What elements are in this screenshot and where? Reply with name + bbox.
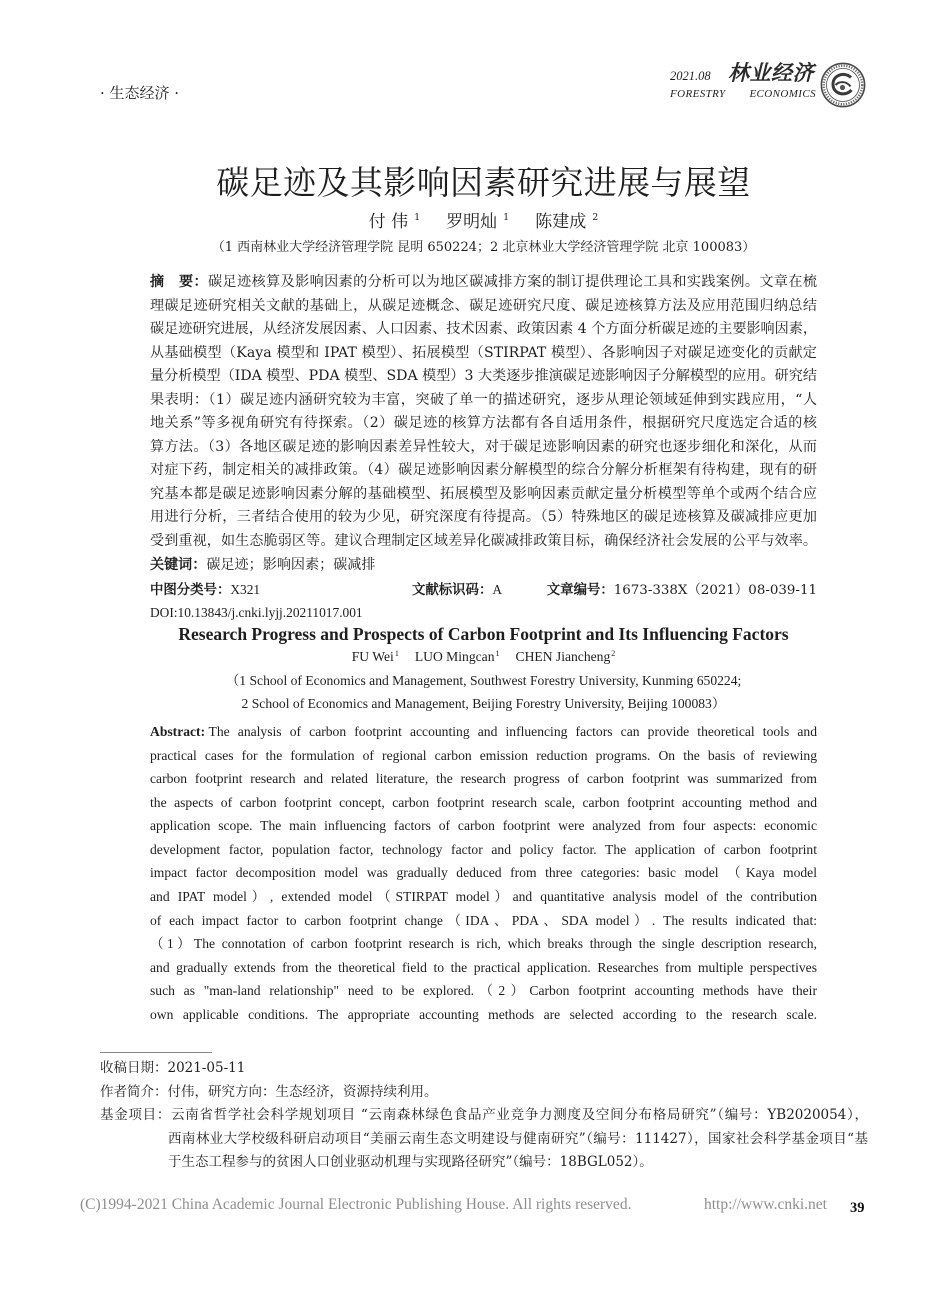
abstract-cn-line: 受到重视，如生态脆弱区等。建议合理制定区域差异化碳减排政策目标，确保经济社会发展的公平与效率。 bbox=[150, 533, 817, 550]
journal-seal-icon bbox=[820, 62, 866, 108]
author-cn bbox=[369, 211, 420, 233]
received-label: 收稿日期： bbox=[100, 1060, 168, 1076]
abstract-cn-line: 用进行分析，三者结合使用的较为少见，研究深度有待提高。（5）特殊地区的碳足迹核算及碳减排应更加 bbox=[150, 509, 817, 526]
author-bio-text: 付伟，研究方向：生态经济，资源持续利用。 bbox=[167, 1083, 438, 1100]
article-number-label: 文章编号： bbox=[546, 582, 614, 598]
abstract-en-line: and gradually extends from the theoretical field to the practical application. Researches from multiple perspectives bbox=[150, 959, 817, 975]
abstract-cn-label: 摘 要： bbox=[150, 274, 209, 290]
author-name: 付 伟 bbox=[368, 212, 409, 232]
document-code-value: A bbox=[492, 582, 503, 597]
paper-title-en: Research Progress and Prospects of Carbon Footprint and Its Influencing Factors bbox=[178, 624, 789, 644]
keywords-label: 关键词： bbox=[150, 556, 207, 573]
abstract-cn-text: 碳足迹核算及影响因素的分析可以为地区碳减排方案的制订提供理论工具和实践案例。文章在梳 bbox=[208, 274, 818, 290]
abstract-en-line: of each impact factor to carbon footprint change（IDA、PDA、SDA model）. The results indicated that: bbox=[150, 912, 817, 928]
abstract-en-line: such as "man-land relationship" need to be explored.（2）Carbon footprint accounting methods have their bbox=[150, 983, 817, 999]
abstract-cn-line: 果表明：（1）碳足迹内涵研究较为丰富，突破了单一的描述研究，逐步从理论领域延伸到实践应用，“人 bbox=[150, 391, 817, 408]
author-affiliation-mark: 1 bbox=[495, 649, 500, 658]
abstract-cn-line: 理碳足迹研究相关文献的基础上，从碳足迹概念、碳足迹研究尺度、碳足迹核算方法及应用范围归纳总结 bbox=[150, 297, 817, 314]
abstract-cn-line: 究基本都是碳足迹影响因素分解的基础模型、拓展模型及影响因素贡献定量分析模型等单个或两个结合应 bbox=[150, 485, 817, 502]
keywords-text: 碳足迹；影响因素；碳减排 bbox=[206, 556, 376, 573]
author-en bbox=[516, 648, 616, 666]
abstract-en-line: application scope. The main influencing factors of carbon footprint were analyzed from four aspects: economic bbox=[150, 818, 817, 834]
abstract-cn-line: 从基础模型（Kaya 模型和 IPAT 模型）、拓展模型（STIRPAT 模型）、各影响因子对碳足迹变化的贡献定 bbox=[150, 344, 817, 361]
clc-label: 中图分类号： bbox=[150, 582, 231, 598]
abstract-en-line bbox=[150, 720, 817, 744]
abstract-en-line: （1）The connotation of carbon footprint research is rich, which breaks through the single description research, bbox=[150, 936, 817, 952]
author-affiliation-mark: 1 bbox=[414, 212, 421, 223]
author-name: 罗明灿 bbox=[446, 212, 498, 232]
authors-cn bbox=[150, 211, 817, 233]
article-number-value: 1673-338X（2021）08-039-11 bbox=[613, 583, 817, 598]
fund-line: 于生态工程参与的贫困人口创业驱动机理与实现路径研究”（编号：18BGL052）。 bbox=[168, 1154, 653, 1170]
abstract-cn-line: 碳足迹研究进展，从经济发展因素、人口因素、技术因素、政策因素 4 个方面分析碳足迹的主要影响因素， bbox=[150, 321, 817, 338]
affiliation-cn: （1 西南林业大学经济管理学院 昆明 650224；2 北京林业大学经济管理学院 北京 100083） bbox=[211, 240, 756, 255]
document-code-label: 文献标识码： bbox=[412, 582, 493, 598]
abstract-en-line: development factor, population factor, technology factor and policy factor. The application of carbon footprint bbox=[150, 841, 817, 857]
footnotes bbox=[100, 1057, 868, 1175]
issue-number: 2021.08 bbox=[670, 69, 711, 83]
clc-number bbox=[150, 580, 260, 601]
page-number: 39 bbox=[850, 1200, 865, 1216]
abstract-en-label: Abstract: bbox=[150, 724, 206, 739]
abstract-en-line: the aspects of carbon footprint concept, carbon footprint research scale, carbon footprint accounting method and bbox=[150, 794, 817, 810]
abstract-cn-line bbox=[150, 271, 817, 295]
journal-name-en: FORESTRY ECONOMICS bbox=[670, 88, 816, 100]
abstract-en-line: and IPAT model）, extended model（STIRPAT model）and quantitative analysis model of the contribution bbox=[150, 889, 817, 905]
author-name: FU Wei bbox=[351, 649, 394, 664]
author-affiliation-mark: 2 bbox=[592, 212, 599, 223]
keywords-line bbox=[150, 554, 817, 578]
section-tag: · 生态经济 · bbox=[100, 84, 180, 102]
abstract-en-line: carbon footprint research and related literature, the research progress of carbon footprint was summarized from bbox=[150, 771, 817, 787]
author-name: LUO Mingcan bbox=[414, 649, 495, 664]
abstract-cn bbox=[150, 271, 817, 577]
abstract-cn-line: 算方法。（3）各地区碳足迹的影响因素差异性较大，对于碳足迹影响因素的研究也逐步细化和深化，从而 bbox=[150, 438, 817, 455]
author-affiliation-mark: 1 bbox=[394, 649, 399, 658]
author-bio-label: 作者简介： bbox=[100, 1083, 168, 1100]
authors-en bbox=[150, 648, 817, 666]
abstract-cn-line: 对症下药，制定相关的减排政策。（4）碳足迹影响因素分解模型的综合分解分析框架有待构建，现有的研 bbox=[150, 462, 817, 479]
abstract-en-line: impact factor decomposition model was gradually deduced from three categories: basic model （Kaya model bbox=[150, 865, 817, 881]
received-value: 2021-05-11 bbox=[167, 1060, 246, 1076]
author-en bbox=[415, 648, 500, 666]
author-cn bbox=[535, 211, 598, 233]
footnote-divider bbox=[100, 1052, 212, 1053]
author-name: 陈建成 bbox=[535, 212, 587, 232]
doi: DOI:10.13843/j.cnki.lyjj.20211017.001 bbox=[150, 605, 363, 620]
copyright-notice: (C)1994-2021 China Academic Journal Electronic Publishing House. All rights reserved. bbox=[80, 1196, 632, 1213]
author-en bbox=[352, 648, 399, 666]
fund-text: 云南省哲学社会科学规划项目 “云南森林绿色食品产业竞争力测度及空间分布格局研究”（编号：YB2020054）， bbox=[171, 1107, 868, 1123]
journal-logo-cn: 林业经济 bbox=[728, 60, 814, 85]
publisher-url: http://www.cnki.net bbox=[704, 1196, 827, 1213]
abstract-en-text: The analysis of carbon footprint accounting and influencing factors can provide theoretical tools and bbox=[208, 724, 817, 739]
document-code bbox=[412, 580, 502, 601]
fund-label: 基金项目： bbox=[100, 1107, 172, 1123]
abstract-cn-line: 地关系”等多视角研究有待探索。（2）碳足迹的核算方法都有各自适用条件，根据研究尺度选定合适的核 bbox=[150, 415, 817, 432]
abstract-en bbox=[150, 720, 817, 1027]
fund-line: 西南林业大学校级科研启动项目“美丽云南生态文明建设与健南研究”（编号：111427），国家社会科学基金项目“基 bbox=[168, 1130, 868, 1147]
author-cn bbox=[446, 211, 509, 233]
author-affiliation-mark: 1 bbox=[503, 212, 510, 223]
article-number bbox=[547, 580, 817, 601]
author-bio bbox=[100, 1081, 868, 1105]
author-affiliation-mark: 2 bbox=[611, 649, 616, 658]
abstract-cn-line: 量分析模型（IDA 模型、PDA 模型、SDA 模型）3 大类逐步推演碳足迹影响因子分解模型的应用。研究结 bbox=[150, 368, 817, 385]
abstract-en-line: own applicable conditions. The appropriate accounting methods are selected according to the research scale. bbox=[150, 1006, 817, 1022]
received-date bbox=[100, 1057, 868, 1081]
author-name: CHEN Jiancheng bbox=[515, 649, 611, 664]
affiliation-en-line: 2 School of Economics and Management, Beijing Forestry University, Beijing 100083） bbox=[241, 696, 726, 711]
fund-line bbox=[100, 1104, 868, 1128]
affiliation-en-line: （1 School of Economics and Management, Southwest Forestry University, Kunming 650224; bbox=[225, 673, 742, 688]
clc-value: X321 bbox=[230, 582, 261, 597]
abstract-en-line: practical cases for the formulation of regional carbon emission reduction programs. On the basis of reviewing bbox=[150, 747, 817, 763]
paper-title-cn: 碳足迹及其影响因素研究进展与展望 bbox=[216, 163, 751, 202]
